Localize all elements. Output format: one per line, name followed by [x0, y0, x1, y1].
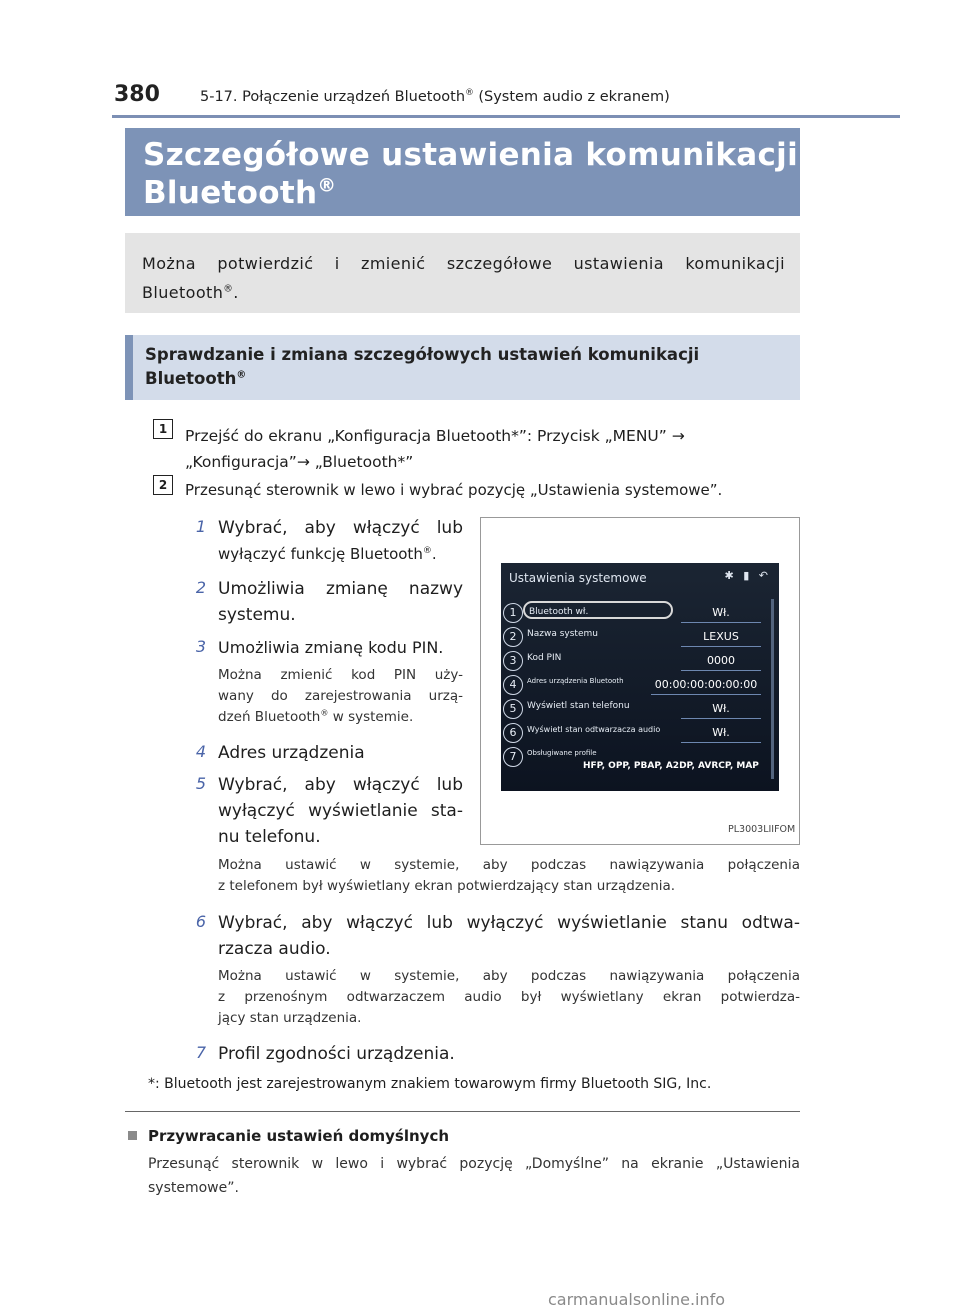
row-number: 1: [503, 603, 523, 623]
screen-title: Ustawienia systemowe: [509, 571, 647, 585]
screen-row-bluetooth[interactable]: [501, 601, 779, 625]
item-3-text: Umożliwia zmianę kodu PIN.: [218, 638, 444, 657]
item-marker-2: 2: [195, 578, 207, 597]
row-number: 2: [503, 627, 523, 647]
row-number: 6: [503, 723, 523, 743]
item-5-note: Można ustawić w systemie, aby podczas nawiązywania połączenia z telefonem był wyświetlany ekran potwierdzający stan urządzenia.: [218, 857, 800, 894]
footnote: *: Bluetooth jest zarejestrowanym znakiem towarowym firmy Bluetooth SIG, Inc.: [148, 1076, 712, 1092]
row-value: LEXUS: [681, 628, 761, 647]
screen-row-audio-status[interactable]: [501, 721, 779, 745]
row-value: HFP, OPP, PBAP, A2DP, AVRCP, MAP: [583, 761, 759, 771]
item-7-text: Profil zgodności urządzenia.: [218, 1044, 455, 1064]
item-6-text: Wybrać, aby włączyć lub wyłączyć wyświetlanie stanu odtwa- rzacza audio.: [218, 913, 800, 959]
row-label: Wyświetl stan odtwarzacza audio: [527, 725, 661, 734]
page-number: 380: [114, 82, 160, 107]
row-label: Bluetooth wł.: [523, 601, 673, 619]
item-2-text: Umożliwia zmianę nazwy systemu.: [218, 579, 463, 625]
section-divider: [125, 1111, 800, 1112]
section-heading: Sprawdzanie i zmiana szczegółowych ustawień komunikacji Bluetooth®: [145, 345, 700, 388]
row-value: 0000: [681, 652, 761, 671]
status-icons: ✱ ▮ ↶: [724, 569, 771, 582]
screen-row-system-name[interactable]: [501, 625, 779, 649]
screen-row-profiles[interactable]: [501, 745, 779, 781]
row-label: Adres urządzenia Bluetooth: [527, 677, 624, 685]
row-value: Wł.: [681, 604, 761, 623]
item-marker-6: 6: [195, 912, 207, 931]
item-marker-1: 1: [195, 517, 207, 536]
row-value: 00:00:00:00:00:00: [651, 676, 761, 695]
step-1-text: Przejść do ekranu „Konfiguracja Bluetooth*”: Przycisk „MENU” → „Konfiguracja”→ „Bluetooth*”: [185, 427, 685, 471]
step-number-2: 2: [153, 475, 173, 495]
step-2-text: Przesunąć sterownik w lewo i wybrać pozycję „Ustawienia systemowe”.: [185, 481, 723, 499]
header-rule: [112, 115, 900, 118]
screen-row-pin[interactable]: [501, 649, 779, 673]
reset-text: Przesunąć sterownik w lewo i wybrać pozycję „Domyślne” na ekranie „Ustawienia systemowe”.: [148, 1156, 800, 1196]
image-code: PL3003LIIFOM: [728, 824, 796, 835]
item-marker-5: 5: [195, 774, 207, 793]
item-marker-3: 3: [195, 637, 207, 656]
row-label: Nazwa systemu: [527, 629, 598, 639]
item-1-text: Wybrać, aby włączyć lub wyłączyć funkcję Bluetooth®.: [218, 518, 463, 563]
intro-text: Można potwierdzić i zmienić szczegółowe ustawienia komunikacji Bluetooth®.: [142, 254, 785, 302]
item-3-note: Można zmienić kod PIN uży- wany do zarejestrowania urzą- dzeń Bluetooth® w systemie.: [218, 667, 463, 725]
row-label: Kod PIN: [527, 653, 562, 663]
row-number: 5: [503, 699, 523, 719]
row-number: 4: [503, 675, 523, 695]
row-label: Obsługiwane profile: [527, 749, 597, 757]
section-heading-box: [125, 335, 800, 400]
settings-screen: [501, 563, 779, 791]
watermark: carmanualsonline.info: [548, 1290, 726, 1309]
item-4-text: Adres urządzenia: [218, 743, 365, 763]
screen-row-address[interactable]: [501, 673, 779, 697]
row-value: Wł.: [681, 724, 761, 743]
item-marker-4: 4: [195, 742, 207, 761]
page-title: Szczegółowe ustawienia komunikacji Bluetooth®: [143, 137, 799, 211]
item-marker-7: 7: [195, 1043, 207, 1062]
item-6-note: Można ustawić w systemie, aby podczas nawiązywania połączenia z przenośnym odtwarzaczem audio był wyświetlany ekran potwierdza- jący stan urządzenia.: [218, 968, 800, 1026]
step-number-1: 1: [153, 419, 173, 439]
item-5-text: Wybrać, aby włączyć lub wyłączyć wyświetlanie sta- nu telefonu.: [218, 775, 463, 847]
square-bullet-icon: [128, 1131, 137, 1140]
intro-box: [125, 233, 800, 313]
page-title-box: [125, 128, 800, 216]
row-number: 3: [503, 651, 523, 671]
running-title: 5-17. Połączenie urządzeń Bluetooth® (System audio z ekranem): [200, 88, 670, 105]
row-number: 7: [503, 747, 523, 767]
reset-heading: Przywracanie ustawień domyślnych: [148, 1127, 450, 1145]
row-label: Wyświetl stan telefonu: [527, 701, 630, 711]
screen-row-phone-status[interactable]: [501, 697, 779, 721]
row-value: Wł.: [681, 700, 761, 719]
